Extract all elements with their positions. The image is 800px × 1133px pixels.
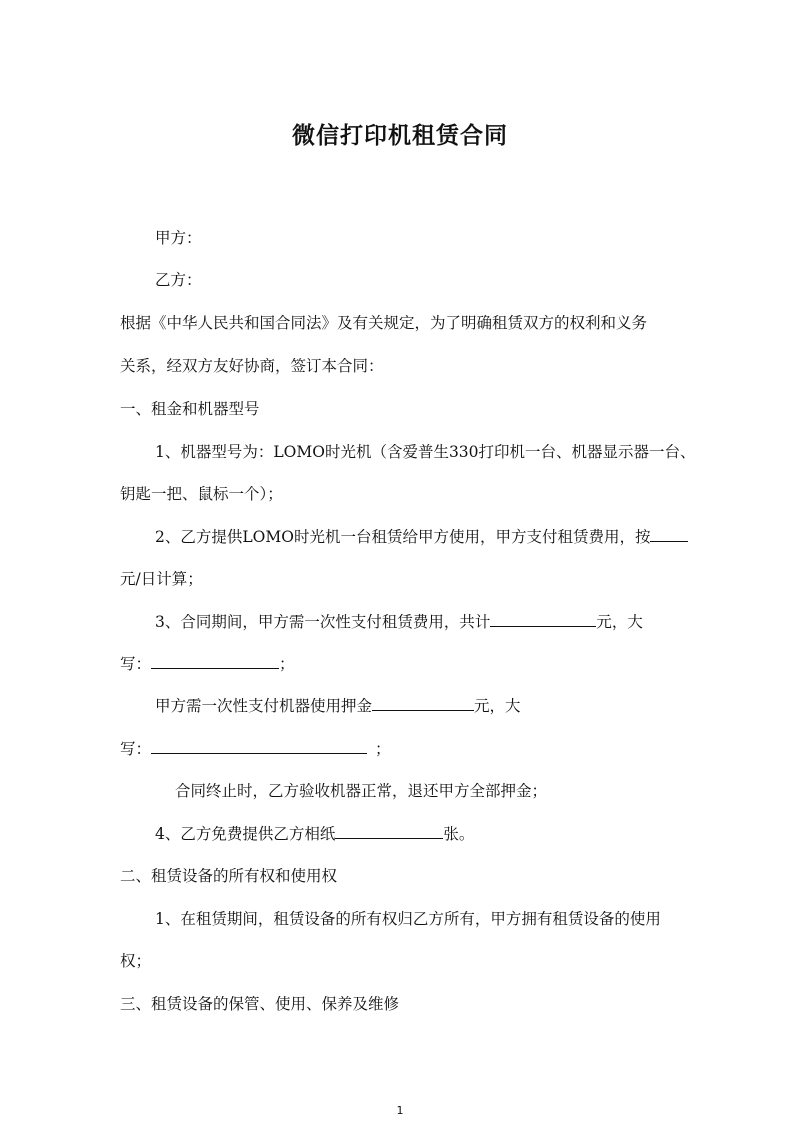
total-rent-blank	[490, 611, 596, 627]
page-number: 1	[396, 1104, 404, 1117]
deposit-line-1	[155, 694, 521, 716]
deposit-suffix: 元，大	[474, 697, 521, 715]
clause-1-4-line	[155, 822, 474, 844]
clause-1-3-line-2	[120, 652, 295, 674]
photo-paper-blank	[335, 823, 443, 839]
deposit-line-2	[120, 737, 391, 759]
clause-1-3-text: 3、合同期间，甲方需一次性支付租赁费用，共计	[155, 613, 491, 631]
deposit-text: 甲方需一次性支付机器使用押金	[155, 697, 373, 715]
deposit-blank	[372, 695, 474, 711]
clause-1-3-suffix: 元，大	[596, 613, 643, 631]
clause-2-1-line-2: 权；	[120, 952, 152, 970]
rent-capital-blank	[151, 653, 279, 669]
section-1-heading: 一、租金和机器型号	[120, 400, 260, 418]
clause-1-1-line-1: 1、机器型号为：LOMO时光机（含爱普生330打印机一台、机器显示器一台、	[155, 443, 696, 461]
clause-2-1-line-1: 1、在租赁期间，租赁设备的所有权归乙方所有，甲方拥有租赁设备的使用	[155, 910, 661, 928]
clause-1-4-text: 4、乙方免费提供乙方相纸	[155, 825, 336, 843]
preamble-line-2: 关系，经双方友好协商，签订本合同：	[120, 357, 384, 375]
semicolon: ；	[279, 655, 295, 673]
preamble-line-1: 根据《中华人民共和国合同法》及有关规定，为了明确租赁双方的权利和义务	[120, 314, 648, 332]
capital-label: 写：	[120, 655, 152, 673]
deposit-capital-blank	[151, 738, 367, 754]
clause-1-3-line-1	[155, 610, 643, 632]
clause-1-1-line-2: 钥匙一把、鼠标一个）；	[120, 485, 283, 503]
semicolon: ；	[375, 740, 391, 758]
clause-1-2-text: 2、乙方提供LOMO时光机一台租赁给甲方使用，甲方支付租赁费用，按	[155, 528, 651, 546]
party-a-label: 甲方：	[155, 229, 202, 247]
daily-rent-blank	[650, 526, 688, 542]
clause-1-4-suffix: 张。	[443, 825, 475, 843]
section-2-heading: 二、租赁设备的所有权和使用权	[120, 867, 338, 885]
document-title: 微信打印机租赁合同	[292, 123, 508, 149]
party-b-label: 乙方：	[155, 271, 202, 289]
deposit-refund-line: 合同终止时，乙方验收机器正常，退还甲方全部押金；	[175, 782, 548, 800]
clause-1-2-line-2: 元/日计算；	[120, 570, 203, 588]
capital-label: 写：	[120, 740, 152, 758]
clause-1-2-line-1	[155, 525, 688, 547]
section-3-heading: 三、租赁设备的保管、使用、保养及维修	[120, 995, 400, 1013]
